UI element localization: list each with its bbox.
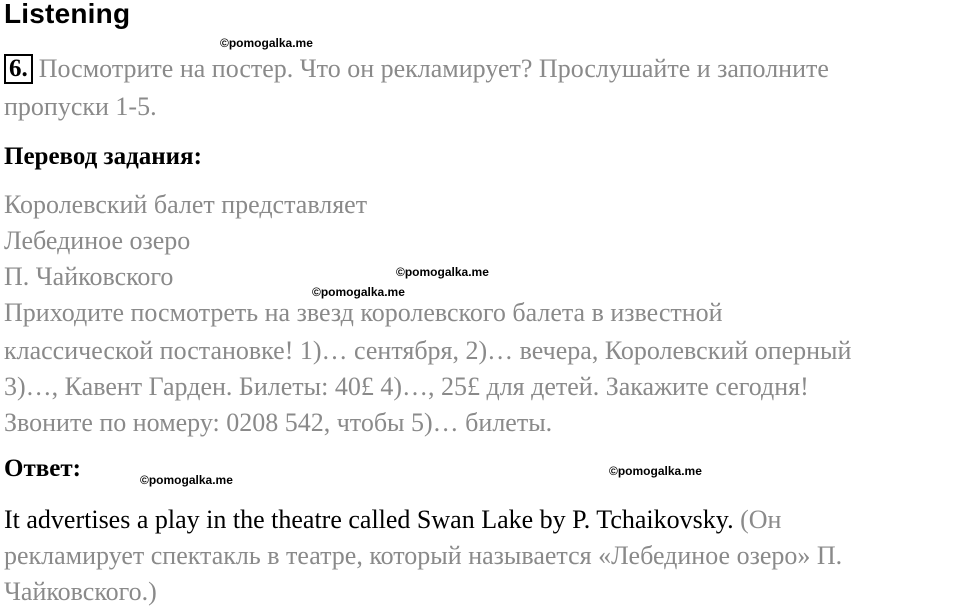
watermark: ©pomogalka.me [220, 36, 313, 50]
translation-line: Звоните по номеру: 0208 542, чтобы 5)… билеты. [4, 408, 553, 437]
watermark: ©pomogalka.me [396, 265, 489, 279]
translation-line: классической постановке! 1)… сентября, 2)… вечера, Королевский оперный [4, 336, 852, 365]
watermark: ©pomogalka.me [609, 464, 702, 478]
page-heading: Listening [4, 0, 131, 29]
answer-line-2 [4, 541, 842, 571]
translation-line: 3)…, Кавент Гарден. Билеты: 40£ 4)…, 25£ для детей. Закажите сегодня! [4, 372, 809, 401]
translation-line: Приходите посмотреть на звезд королевского балета в известной [4, 298, 723, 327]
translation-title: Перевод задания: [4, 143, 202, 170]
answer-russian-start: (Он [733, 505, 782, 534]
answer-line-3 [4, 577, 157, 607]
answer-russian-end: Чайковского.) [4, 577, 157, 606]
watermark: ©pomogalka.me [140, 473, 233, 487]
task-instruction-line-2: пропуски 1-5. [4, 92, 157, 121]
translation-line: Королевский балет представляет [4, 190, 368, 219]
task-instruction-line-1 [4, 54, 829, 84]
task-instruction-text: Посмотрите на постер. Что он рекламирует? Прослушайте и заполните [38, 54, 829, 83]
answer-line-1 [4, 505, 781, 535]
answer-title: Ответ: [4, 455, 81, 482]
watermark: ©pomogalka.me [312, 285, 405, 299]
translation-line: Лебединое озеро [4, 226, 191, 255]
answer-russian: рекламирует спектакль в театре, который называется «Лебединое озеро» П. [4, 541, 843, 570]
translation-line: П. Чайковского [4, 262, 174, 291]
answer-english: It advertises a play in the theatre called Swan Lake by P. Tchaikovsky. [4, 505, 734, 534]
task-number: 6. [4, 54, 33, 84]
